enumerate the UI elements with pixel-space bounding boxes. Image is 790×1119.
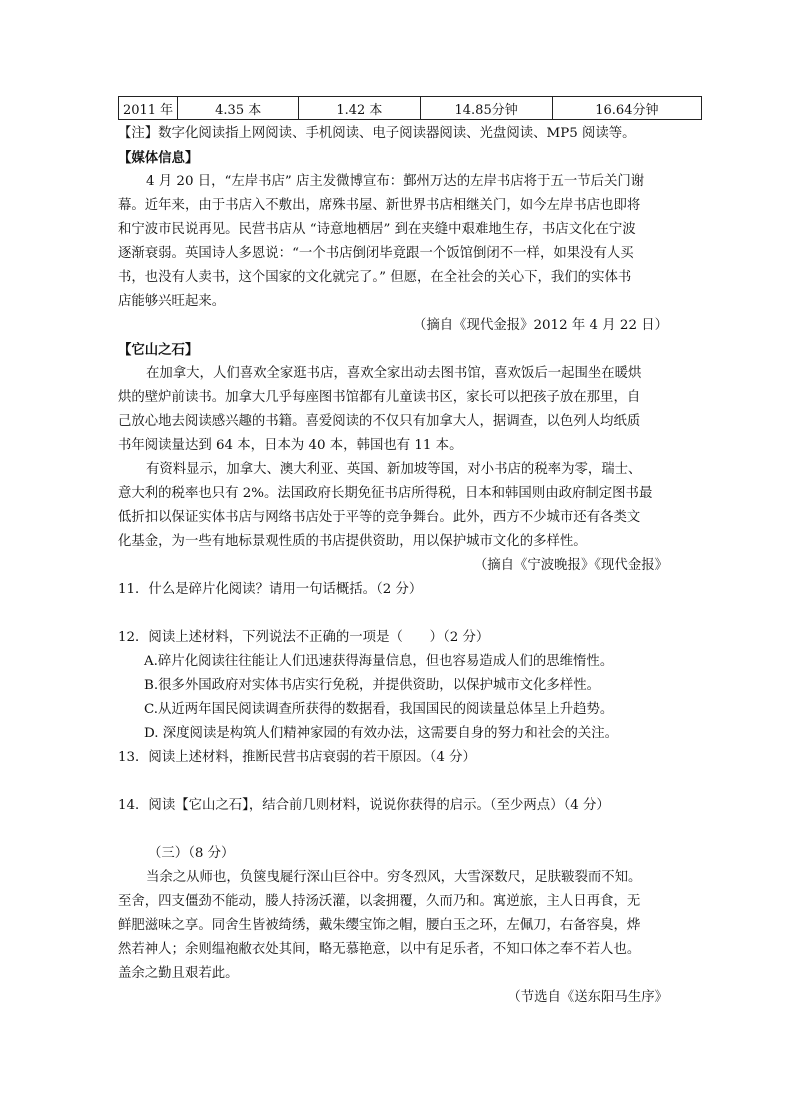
media-line: 4 月 20 日，“左岸书店” 店主发微博宣布：鄞州万达的左岸书店将于五一节后关门谢	[146, 174, 645, 189]
reading-data-table	[118, 96, 702, 120]
media-line: 逐渐衰弱。英国诗人多恩说：“一个书店倒闭毕竟跟一个饭馆倒闭不一样，如果没有人买	[118, 246, 634, 261]
table-note: 【注】数字化阅读指上网阅读、手机阅读、电子阅读器阅读、光盘阅读、MP5 阅读等。	[118, 126, 636, 141]
media-source: （摘自《现代金报》2012 年 4 月 22 日）	[413, 318, 668, 333]
question-12-option-a: A.碎片化阅读往往能让人们迅速获得海量信息，但也容易造成人们的思维惰性。	[144, 654, 614, 669]
table-cell-year: 2011 年	[119, 97, 178, 120]
other-line: 烘的壁炉前读书。加拿大几乎每座图书馆都有儿童读书区，家长可以把孩子放在那里，自	[118, 390, 641, 405]
other-line: 书年阅读量达到 64 本，日本为 40 本，韩国也有 11 本。	[118, 438, 463, 453]
question-14: 14．阅读【它山之石】，结合前几则材料，说说你获得的启示。（至少两点）（4 分）	[118, 798, 610, 813]
media-line: 店能够兴旺起来。	[118, 294, 226, 309]
other-heading: 【它山之石】	[118, 342, 199, 358]
question-12-option-b: B.很多外国政府对实体书店实行免税，并提供资助，以保护城市文化多样性。	[144, 678, 600, 693]
classical-line: 然若神人；余则缊袍敝衣处其间，略无慕艳意，以中有足乐者，不知口体之奉不若人也。	[118, 942, 641, 957]
other-source: （摘自《宁波晚报》《现代金报》	[473, 558, 668, 573]
classical-line: 盖余之勤且艰若此。	[118, 966, 239, 981]
media-heading: 【媒体信息】	[118, 150, 199, 166]
media-line: 幕。近年来，由于书店入不敷出，席殊书屋、新世界书店相继关门，如今左岸书店也即将	[118, 198, 641, 213]
other-line: 在加拿大，人们喜欢全家逛书店，喜欢全家出动去图书馆，喜欢饭后一起围坐在暖烘	[146, 366, 642, 381]
media-line: 书，也没有人卖书，这个国家的文化就完了。” 但愿，在全社会的关心下，我们的实体书	[118, 270, 632, 285]
other-line: 意大利的税率也只有 2%。法国政府长期免征书店所得税，日本和韩国则由政府制定图书最	[118, 486, 653, 501]
table-cell: 4.35 本	[178, 97, 299, 120]
classical-heading: （三）（8 分）	[148, 846, 235, 861]
classical-line: 鲜肥滋味之享。同舍生皆被绮绣，戴朱缨宝饰之帽，腰白玉之环，左佩刀，右备容臭，烨	[118, 918, 641, 933]
question-11: 11．什么是碎片化阅读？请用一句话概括。（2 分）	[118, 582, 423, 597]
other-line: 己放心地去阅读感兴趣的书籍。喜爱阅读的不仅只有加拿大人，据调查，以色列人均纸质	[118, 414, 641, 429]
question-13: 13．阅读上述材料，推断民营书店衰弱的若干原因。（4 分）	[118, 750, 476, 765]
other-line: 化基金，为一些有地标景观性质的书店提供资助，用以保护城市文化的多样性。	[118, 534, 587, 549]
table-cell: 16.64分钟	[552, 97, 701, 120]
table-row	[119, 97, 702, 120]
other-line: 低折扣以保证实体书店与网络书店处于平等的竞争舞台。此外，西方不少城市还有各类文	[118, 510, 641, 525]
question-12-option-c: C.从近两年国民阅读调查所获得的数据看，我国国民的阅读量总体呈上升趋势。	[144, 702, 614, 717]
other-line: 有资料显示，加拿大、澳大利亚、英国、新加坡等国，对小书店的税率为零，瑞士、	[146, 462, 642, 477]
classical-line: 至舍，四支僵劲不能动，媵人持汤沃灌，以衾拥覆，久而乃和。寓逆旅，主人日再食，无	[118, 894, 641, 909]
table-cell: 14.85分钟	[420, 97, 552, 120]
question-12: 12．阅读上述材料，下列说法不正确的一项是（ ）（2 分）	[118, 630, 490, 645]
table-cell: 1.42 本	[299, 97, 420, 120]
media-line: 和宁波市民说再见。民营书店从 “诗意地栖居” 到在夹缝中艰难地生存，书店文化在宁波	[118, 222, 636, 237]
question-12-option-d: D. 深度阅读是构筑人们精神家园的有效办法，这需要自身的努力和社会的关注。	[144, 726, 619, 741]
classical-source: （节选自《送东阳马生序》	[507, 990, 668, 1005]
classical-line: 当余之从师也，负箧曳屣行深山巨谷中。穷冬烈风，大雪深数尺，足肤皲裂而不知。	[146, 870, 642, 885]
